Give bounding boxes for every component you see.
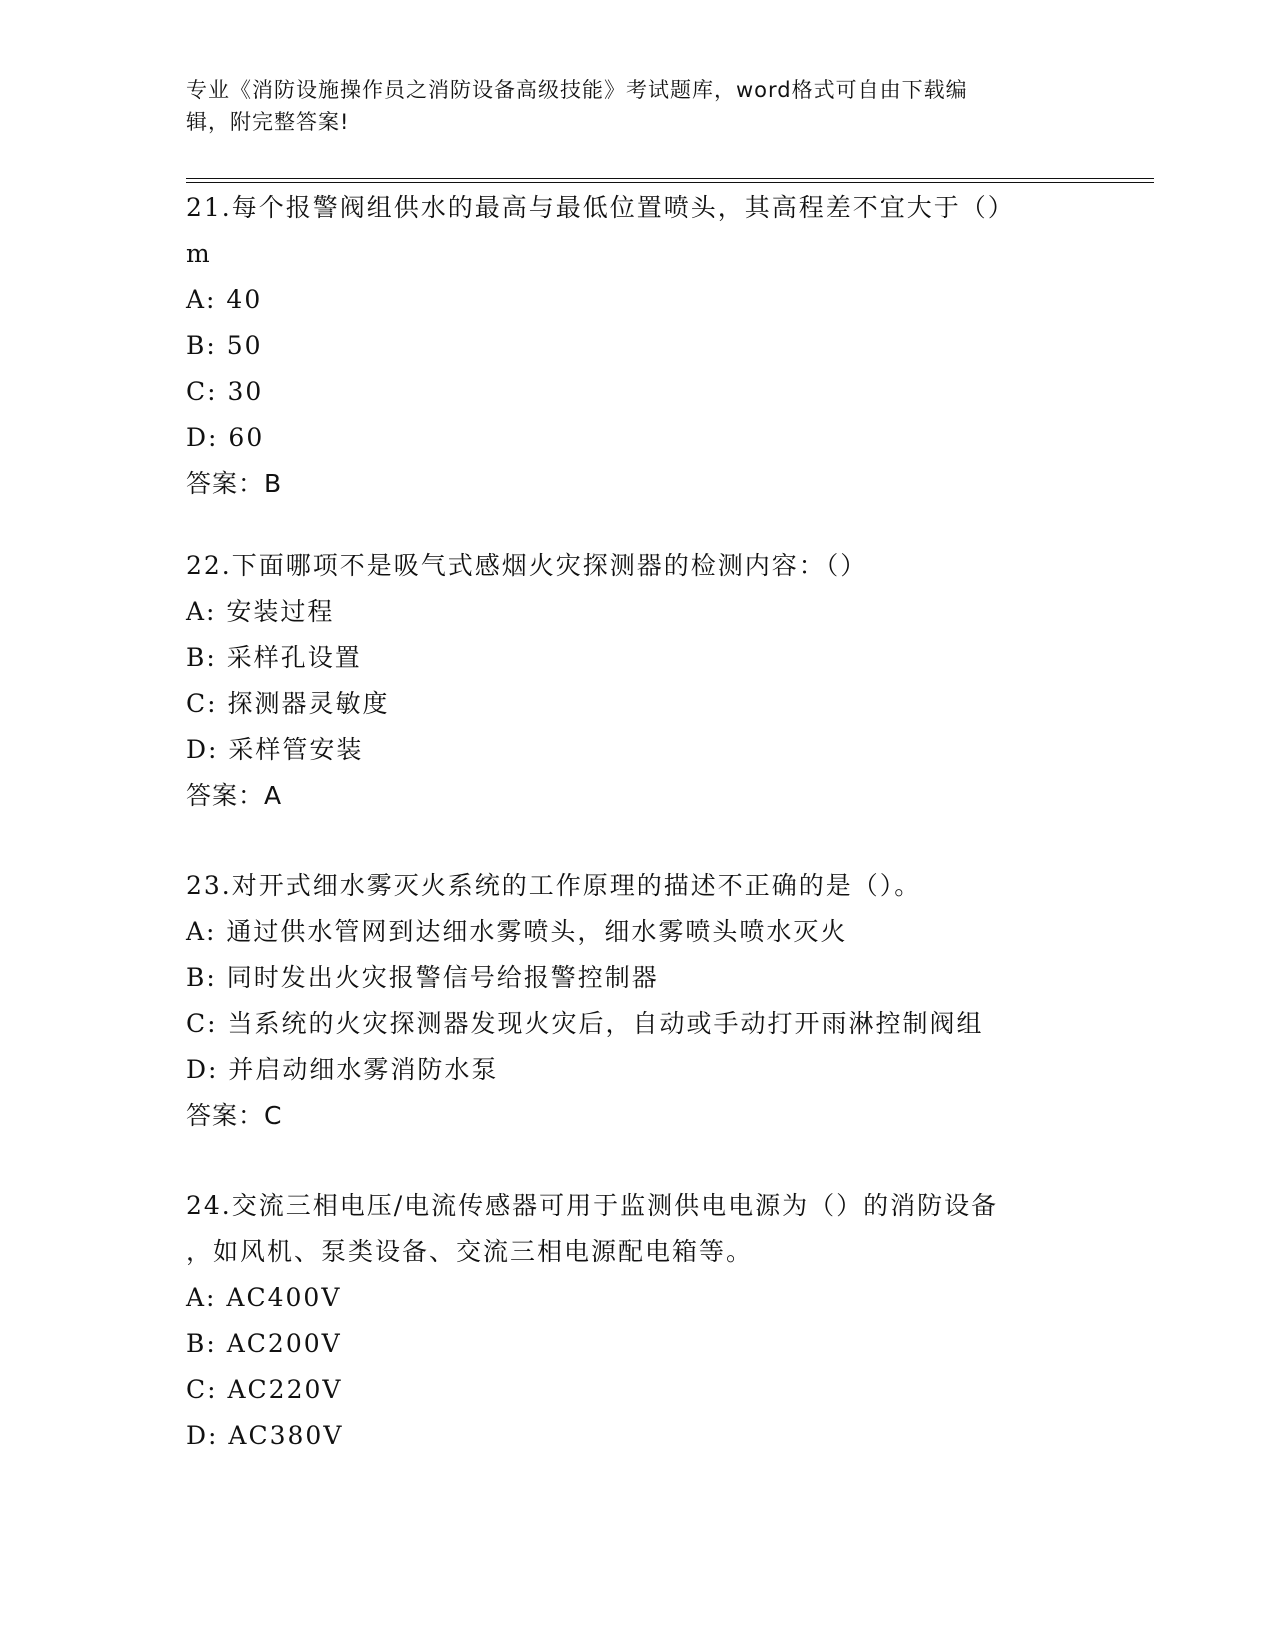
question-stem: 24.交流三相电压/电流传感器可用于监测供电电源为（）的消防设备 [186, 1191, 999, 1220]
question-stem: 21.每个报警阀组供水的最高与最低位置喷头，其高程差不宜大于（） [186, 193, 1015, 222]
question-24 [186, 1183, 1086, 1459]
answer: 答案：C [186, 1101, 283, 1130]
option-d: D: 并启动细水雾消防水泵 [186, 1055, 499, 1084]
option-c: C: AC220V [186, 1375, 343, 1404]
header-divider-top [186, 178, 1154, 179]
option-c: C: 探测器灵敏度 [186, 689, 390, 718]
option-c: C: 30 [186, 377, 264, 406]
option-d: D: 60 [186, 423, 265, 452]
option-a: A: 安装过程 [186, 597, 335, 626]
question-stem: m [186, 239, 212, 268]
option-d: D: AC380V [186, 1421, 344, 1450]
header-line-2: 辑，附完整答案! [186, 110, 350, 134]
question-23 [186, 863, 1086, 1139]
document-header [186, 74, 1066, 138]
option-c: C: 当系统的火灾探测器发现火灾后，自动或手动打开雨淋控制阀组 [186, 1009, 984, 1038]
option-a: A: 40 [186, 285, 263, 314]
answer: 答案：B [186, 469, 283, 498]
question-22 [186, 543, 1086, 819]
header-divider-bottom [186, 182, 1154, 183]
option-b: B: 同时发出火灾报警信号给报警控制器 [186, 963, 659, 992]
question-21 [186, 185, 1086, 507]
option-b: B: 采样孔设置 [186, 643, 362, 672]
option-b: B: AC200V [186, 1329, 342, 1358]
option-b: B: 50 [186, 331, 263, 360]
header-line-1: 专业《消防设施操作员之消防设备高级技能》考试题库，word格式可自由下载编 [186, 78, 968, 102]
option-a: A: 通过供水管网到达细水雾喷头，细水雾喷头喷水灭火 [186, 917, 848, 946]
option-d: D: 采样管安装 [186, 735, 364, 764]
question-stem: 22.下面哪项不是吸气式感烟火灾探测器的检测内容：（） [186, 551, 868, 580]
option-a: A: AC400V [186, 1283, 342, 1312]
question-stem: ，如风机、泵类设备、交流三相电源配电箱等。 [186, 1237, 754, 1266]
question-stem: 23.对开式细水雾灭火系统的工作原理的描述不正确的是（）。 [186, 871, 922, 900]
answer: 答案：A [186, 781, 283, 810]
